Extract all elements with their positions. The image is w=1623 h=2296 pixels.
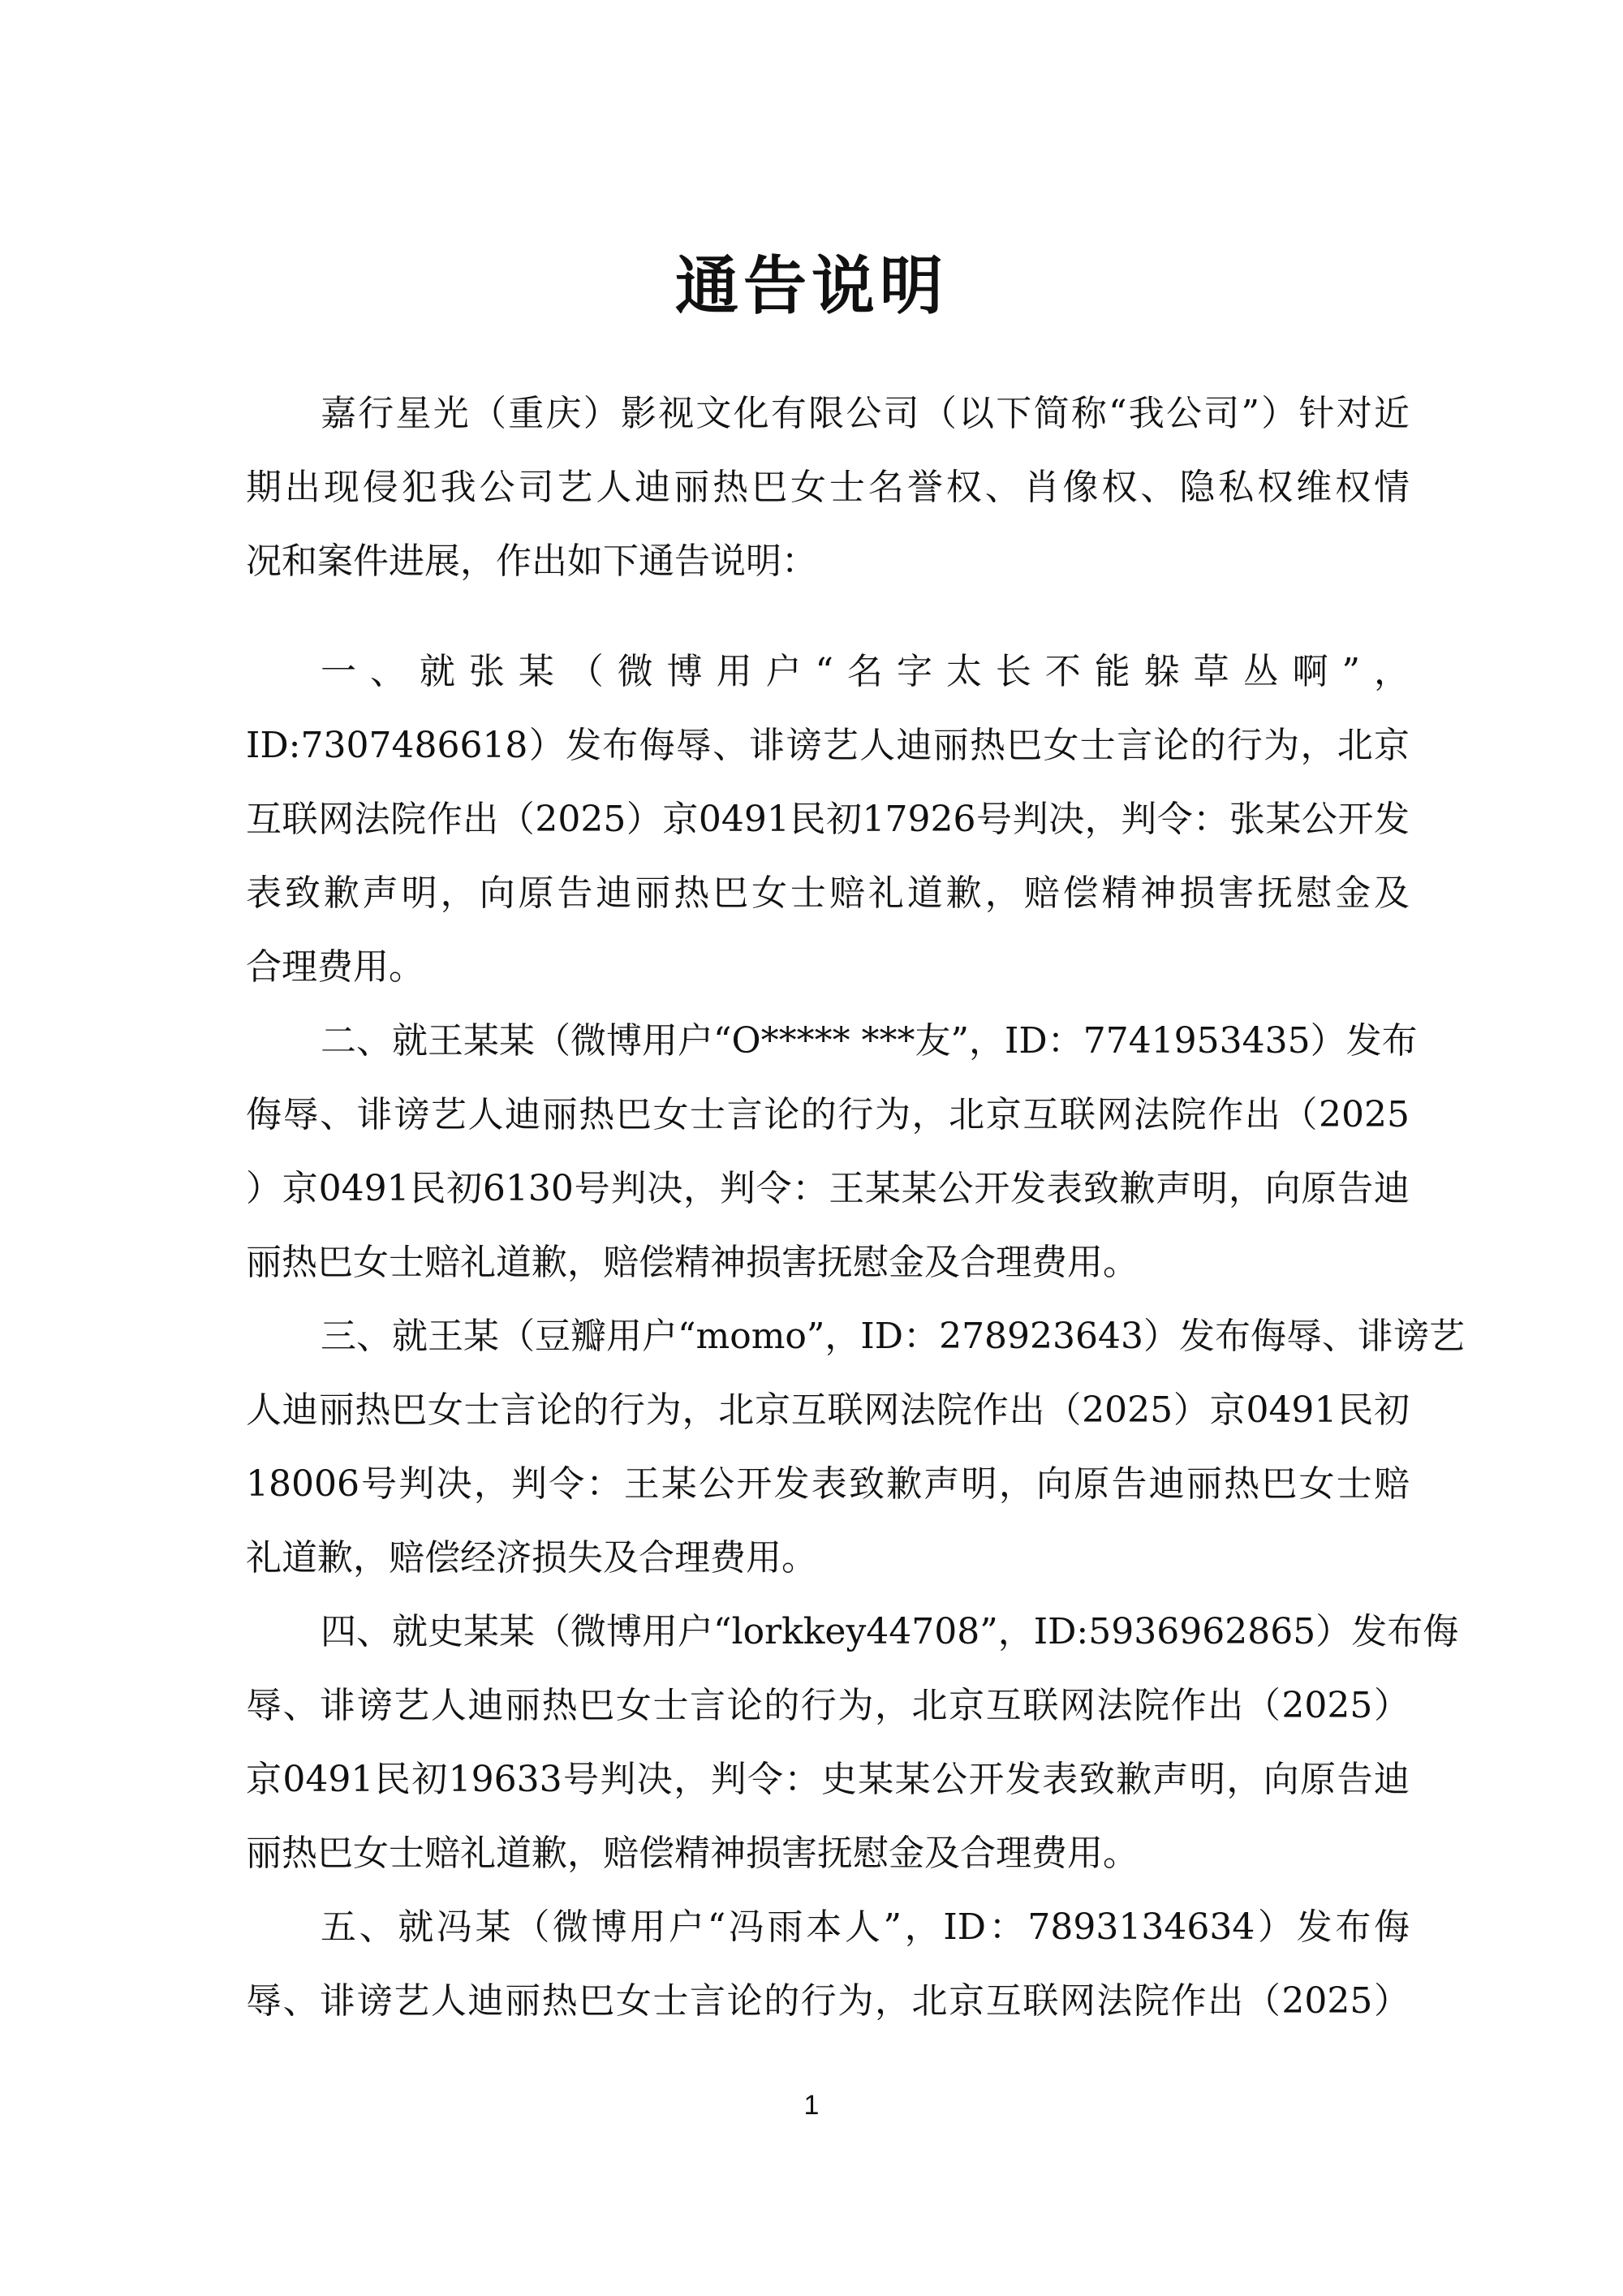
text-line: 表致歉声明，向原告迪丽热巴女士赔礼道歉，赔偿精神损害抚慰金及 (246, 872, 1410, 914)
text-line: 京0491民初19633号判决，判令：史某某公开发表致歉声明，向原告迪 (246, 1759, 1410, 1800)
text-line: 一、就张某（微博用户“名字太长不能躲草丛啊”， (321, 651, 1410, 692)
text-line: 期出现侵犯我公司艺人迪丽热巴女士名誉权、肖像权、隐私权维权情 (246, 467, 1410, 508)
text-line: 丽热巴女士赔礼道歉，赔偿精神损害抚慰金及合理费用。 (246, 1833, 1139, 1874)
text-line: 嘉行星光（重庆）影视文化有限公司（以下简称“我公司”）针对近 (321, 393, 1410, 434)
text-line: 人迪丽热巴女士言论的行为，北京互联网法院作出（2025）京0491民初 (246, 1389, 1410, 1431)
text-line: 侮辱、诽谤艺人迪丽热巴女士言论的行为，北京互联网法院作出（2025 (246, 1094, 1410, 1135)
text-line: 辱、诽谤艺人迪丽热巴女士言论的行为，北京互联网法院作出（2025） (246, 1980, 1410, 2022)
paragraph (246, 377, 1410, 598)
paragraph (246, 1299, 1466, 1595)
text-line: ）京0491民初6130号判决，判令：王某某公开发表致歉声明，向原告迪 (246, 1168, 1410, 1209)
text-line: 四、就史某某（微博用户“lorkkey44708”，ID:5936962865）发布侮 (321, 1611, 1459, 1652)
text-line: ID:7307486618）发布侮辱、诽谤艺人迪丽热巴女士言论的行为，北京 (246, 725, 1410, 766)
paragraph (246, 1595, 1459, 1890)
paragraph (246, 635, 1410, 1004)
text-line: 18006号判决，判令：王某公开发表致歉声明，向原告迪丽热巴女士赔 (246, 1463, 1410, 1505)
text-line: 况和案件进展，作出如下通告说明： (246, 541, 817, 582)
text-line: 三、就王某（豆瓣用户“momo”，ID：278923643）发布侮辱、诽谤艺 (321, 1316, 1466, 1357)
paragraph (246, 1004, 1418, 1299)
text-line: 二、就王某某（微博用户“O***** ***友”，ID：7741953435）发布 (321, 1020, 1418, 1062)
text-line: 礼道歉，赔偿经济损失及合理费用。 (246, 1537, 817, 1579)
paragraph (246, 1890, 1410, 2038)
text-line: 五、就冯某（微博用户“冯雨本人”，ID：7893134634）发布侮 (321, 1906, 1410, 1948)
page-number: 1 (803, 2090, 820, 2121)
text-line: 合理费用。 (246, 946, 424, 988)
text-line: 丽热巴女士赔礼道歉，赔偿精神损害抚慰金及合理费用。 (246, 1242, 1139, 1283)
text-line: 辱、诽谤艺人迪丽热巴女士言论的行为，北京互联网法院作出（2025） (246, 1685, 1410, 1726)
document-title: 通告说明 (674, 249, 948, 323)
document-body (246, 377, 1466, 2038)
text-line: 互联网法院作出（2025）京0491民初17926号判决，判令：张某公开发 (246, 799, 1410, 840)
